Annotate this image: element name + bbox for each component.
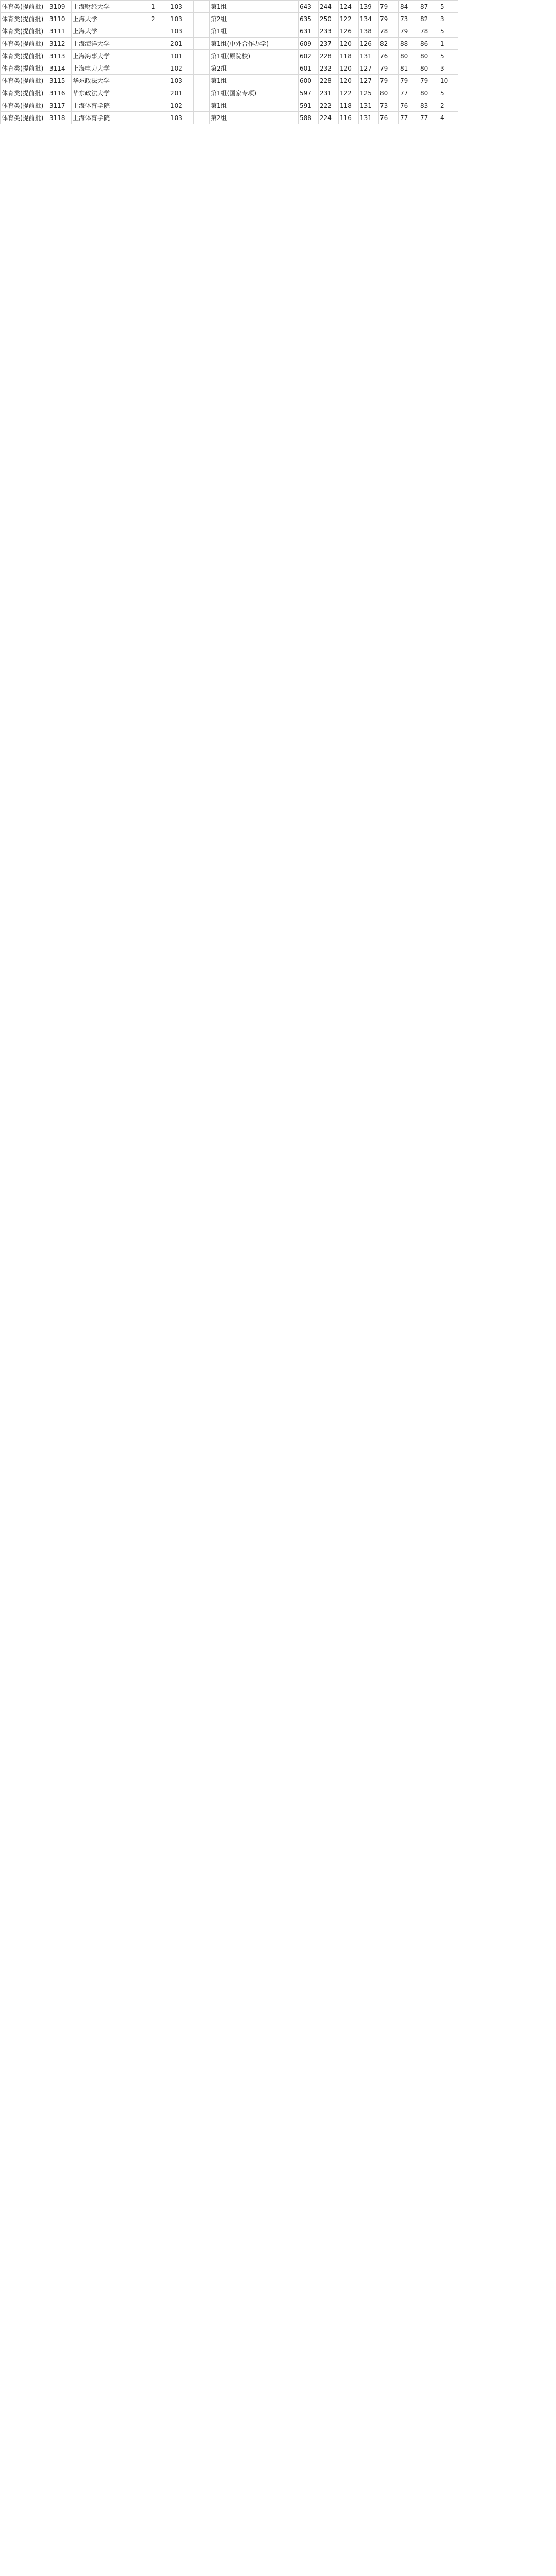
table-cell: 131	[359, 112, 379, 124]
table-cell: 86	[419, 38, 439, 50]
table-cell: 79	[379, 13, 399, 25]
table-cell	[150, 75, 169, 87]
table-cell: 73	[379, 99, 399, 112]
table-cell: 1	[439, 38, 458, 50]
table-cell: 126	[339, 25, 359, 38]
table-cell	[150, 99, 169, 112]
table-cell: 3111	[48, 25, 72, 38]
table-cell: 73	[399, 13, 419, 25]
table-cell: 3116	[48, 87, 72, 99]
table-cell: 76	[399, 99, 419, 112]
table-cell: 5	[439, 1, 458, 13]
table-cell: 87	[419, 1, 439, 13]
table-cell: 139	[359, 1, 379, 13]
table-cell: 102	[169, 62, 194, 75]
table-cell: 120	[339, 75, 359, 87]
table-cell: 116	[339, 112, 359, 124]
table-cell: 88	[399, 38, 419, 50]
table-cell: 上海体育学院	[72, 112, 150, 124]
table-row	[1, 75, 458, 87]
table-cell	[194, 99, 210, 112]
table-cell: 上海大学	[72, 13, 150, 25]
table-cell: 232	[319, 62, 339, 75]
table-cell: 588	[299, 112, 319, 124]
table-cell: 635	[299, 13, 319, 25]
table-cell: 201	[169, 87, 194, 99]
table-cell: 228	[319, 75, 339, 87]
table-cell: 127	[359, 75, 379, 87]
table-cell: 3117	[48, 99, 72, 112]
table-cell: 77	[419, 112, 439, 124]
table-cell	[150, 112, 169, 124]
table-cell: 80	[419, 50, 439, 62]
table-row	[1, 87, 458, 99]
table-cell: 第1组(中外合作办学)	[210, 38, 299, 50]
table-cell: 79	[399, 75, 419, 87]
table-cell	[194, 87, 210, 99]
table-cell: 237	[319, 38, 339, 50]
table-cell: 4	[439, 112, 458, 124]
table-cell: 228	[319, 50, 339, 62]
table-cell: 126	[359, 38, 379, 50]
table-cell: 127	[359, 62, 379, 75]
table-cell: 第1组(原院校)	[210, 50, 299, 62]
admission-score-table	[0, 0, 458, 124]
table-cell: 体育类(提前批)	[1, 1, 48, 13]
table-cell: 3	[439, 13, 458, 25]
table-cell: 77	[399, 87, 419, 99]
table-cell: 103	[169, 25, 194, 38]
table-cell: 体育类(提前批)	[1, 38, 48, 50]
table-cell: 103	[169, 13, 194, 25]
table-cell	[150, 50, 169, 62]
table-cell: 第1组	[210, 75, 299, 87]
table-cell: 79	[379, 1, 399, 13]
table-cell: 3	[439, 62, 458, 75]
table-cell: 第2组	[210, 62, 299, 75]
table-cell: 120	[339, 62, 359, 75]
table-body	[1, 1, 458, 124]
table-cell: 第1组	[210, 25, 299, 38]
table-cell: 79	[419, 75, 439, 87]
table-cell: 103	[169, 1, 194, 13]
table-cell: 84	[399, 1, 419, 13]
table-cell: 224	[319, 112, 339, 124]
table-cell: 5	[439, 87, 458, 99]
table-cell: 101	[169, 50, 194, 62]
table-cell: 3118	[48, 112, 72, 124]
table-cell: 第2组	[210, 112, 299, 124]
table-cell: 79	[399, 25, 419, 38]
table-cell: 601	[299, 62, 319, 75]
table-cell: 591	[299, 99, 319, 112]
table-cell: 体育类(提前批)	[1, 112, 48, 124]
table-cell: 600	[299, 75, 319, 87]
table-cell: 体育类(提前批)	[1, 99, 48, 112]
table-cell: 2	[439, 99, 458, 112]
table-cell: 76	[379, 50, 399, 62]
table-cell: 233	[319, 25, 339, 38]
table-cell: 81	[399, 62, 419, 75]
table-cell: 体育类(提前批)	[1, 13, 48, 25]
table-cell	[150, 87, 169, 99]
table-cell: 78	[379, 25, 399, 38]
table-cell: 80	[419, 87, 439, 99]
table-cell: 79	[379, 75, 399, 87]
table-cell: 上海财经大学	[72, 1, 150, 13]
table-row	[1, 62, 458, 75]
table-cell: 3109	[48, 1, 72, 13]
table-cell: 3114	[48, 62, 72, 75]
table-cell	[194, 38, 210, 50]
table-cell: 80	[399, 50, 419, 62]
table-row	[1, 1, 458, 13]
table-cell: 125	[359, 87, 379, 99]
table-cell: 上海大学	[72, 25, 150, 38]
table-cell: 3113	[48, 50, 72, 62]
table-cell: 76	[379, 112, 399, 124]
table-cell	[194, 75, 210, 87]
table-cell: 201	[169, 38, 194, 50]
table-cell: 上海海事大学	[72, 50, 150, 62]
table-cell: 上海体育学院	[72, 99, 150, 112]
table-cell: 122	[339, 87, 359, 99]
table-cell: 244	[319, 1, 339, 13]
table-cell: 122	[339, 13, 359, 25]
table-cell: 222	[319, 99, 339, 112]
table-cell: 5	[439, 50, 458, 62]
table-row	[1, 112, 458, 124]
table-cell: 体育类(提前批)	[1, 75, 48, 87]
table-cell: 82	[419, 13, 439, 25]
table-cell: 103	[169, 112, 194, 124]
table-cell: 1	[150, 1, 169, 13]
table-row	[1, 38, 458, 50]
table-cell: 5	[439, 25, 458, 38]
table-cell: 138	[359, 25, 379, 38]
table-cell: 10	[439, 75, 458, 87]
table-cell: 上海电力大学	[72, 62, 150, 75]
table-cell: 第1组(国家专项)	[210, 87, 299, 99]
table-cell: 第2组	[210, 13, 299, 25]
table-cell: 103	[169, 75, 194, 87]
table-cell: 118	[339, 99, 359, 112]
table-cell: 124	[339, 1, 359, 13]
table-cell: 3115	[48, 75, 72, 87]
table-cell: 602	[299, 50, 319, 62]
table-cell: 体育类(提前批)	[1, 62, 48, 75]
table-cell: 118	[339, 50, 359, 62]
table-cell	[194, 50, 210, 62]
table-cell: 体育类(提前批)	[1, 50, 48, 62]
table-cell: 231	[319, 87, 339, 99]
table-cell: 华东政法大学	[72, 75, 150, 87]
table-cell: 3112	[48, 38, 72, 50]
table-cell: 82	[379, 38, 399, 50]
table-cell	[194, 112, 210, 124]
table-cell: 2	[150, 13, 169, 25]
table-cell: 131	[359, 99, 379, 112]
table-cell: 第1组	[210, 99, 299, 112]
table-cell: 3110	[48, 13, 72, 25]
table-row	[1, 99, 458, 112]
table-cell: 597	[299, 87, 319, 99]
table-cell: 83	[419, 99, 439, 112]
table-cell: 134	[359, 13, 379, 25]
table-cell: 643	[299, 1, 319, 13]
table-row	[1, 50, 458, 62]
table-row	[1, 25, 458, 38]
table-cell: 80	[379, 87, 399, 99]
table-cell: 120	[339, 38, 359, 50]
table-cell: 131	[359, 50, 379, 62]
table-cell: 79	[379, 62, 399, 75]
table-cell: 第1组	[210, 1, 299, 13]
table-cell: 78	[419, 25, 439, 38]
table-cell	[194, 25, 210, 38]
table-cell: 102	[169, 99, 194, 112]
table-cell: 80	[419, 62, 439, 75]
table-cell	[194, 1, 210, 13]
table-cell: 上海海洋大学	[72, 38, 150, 50]
table-cell: 华东政法大学	[72, 87, 150, 99]
table-cell: 250	[319, 13, 339, 25]
table-cell	[150, 25, 169, 38]
table-cell	[194, 62, 210, 75]
table-row	[1, 13, 458, 25]
table-cell	[194, 13, 210, 25]
table-cell	[150, 62, 169, 75]
table-cell: 609	[299, 38, 319, 50]
table-cell: 体育类(提前批)	[1, 87, 48, 99]
table-cell	[150, 38, 169, 50]
table-cell: 77	[399, 112, 419, 124]
table-cell: 体育类(提前批)	[1, 25, 48, 38]
table-cell: 631	[299, 25, 319, 38]
